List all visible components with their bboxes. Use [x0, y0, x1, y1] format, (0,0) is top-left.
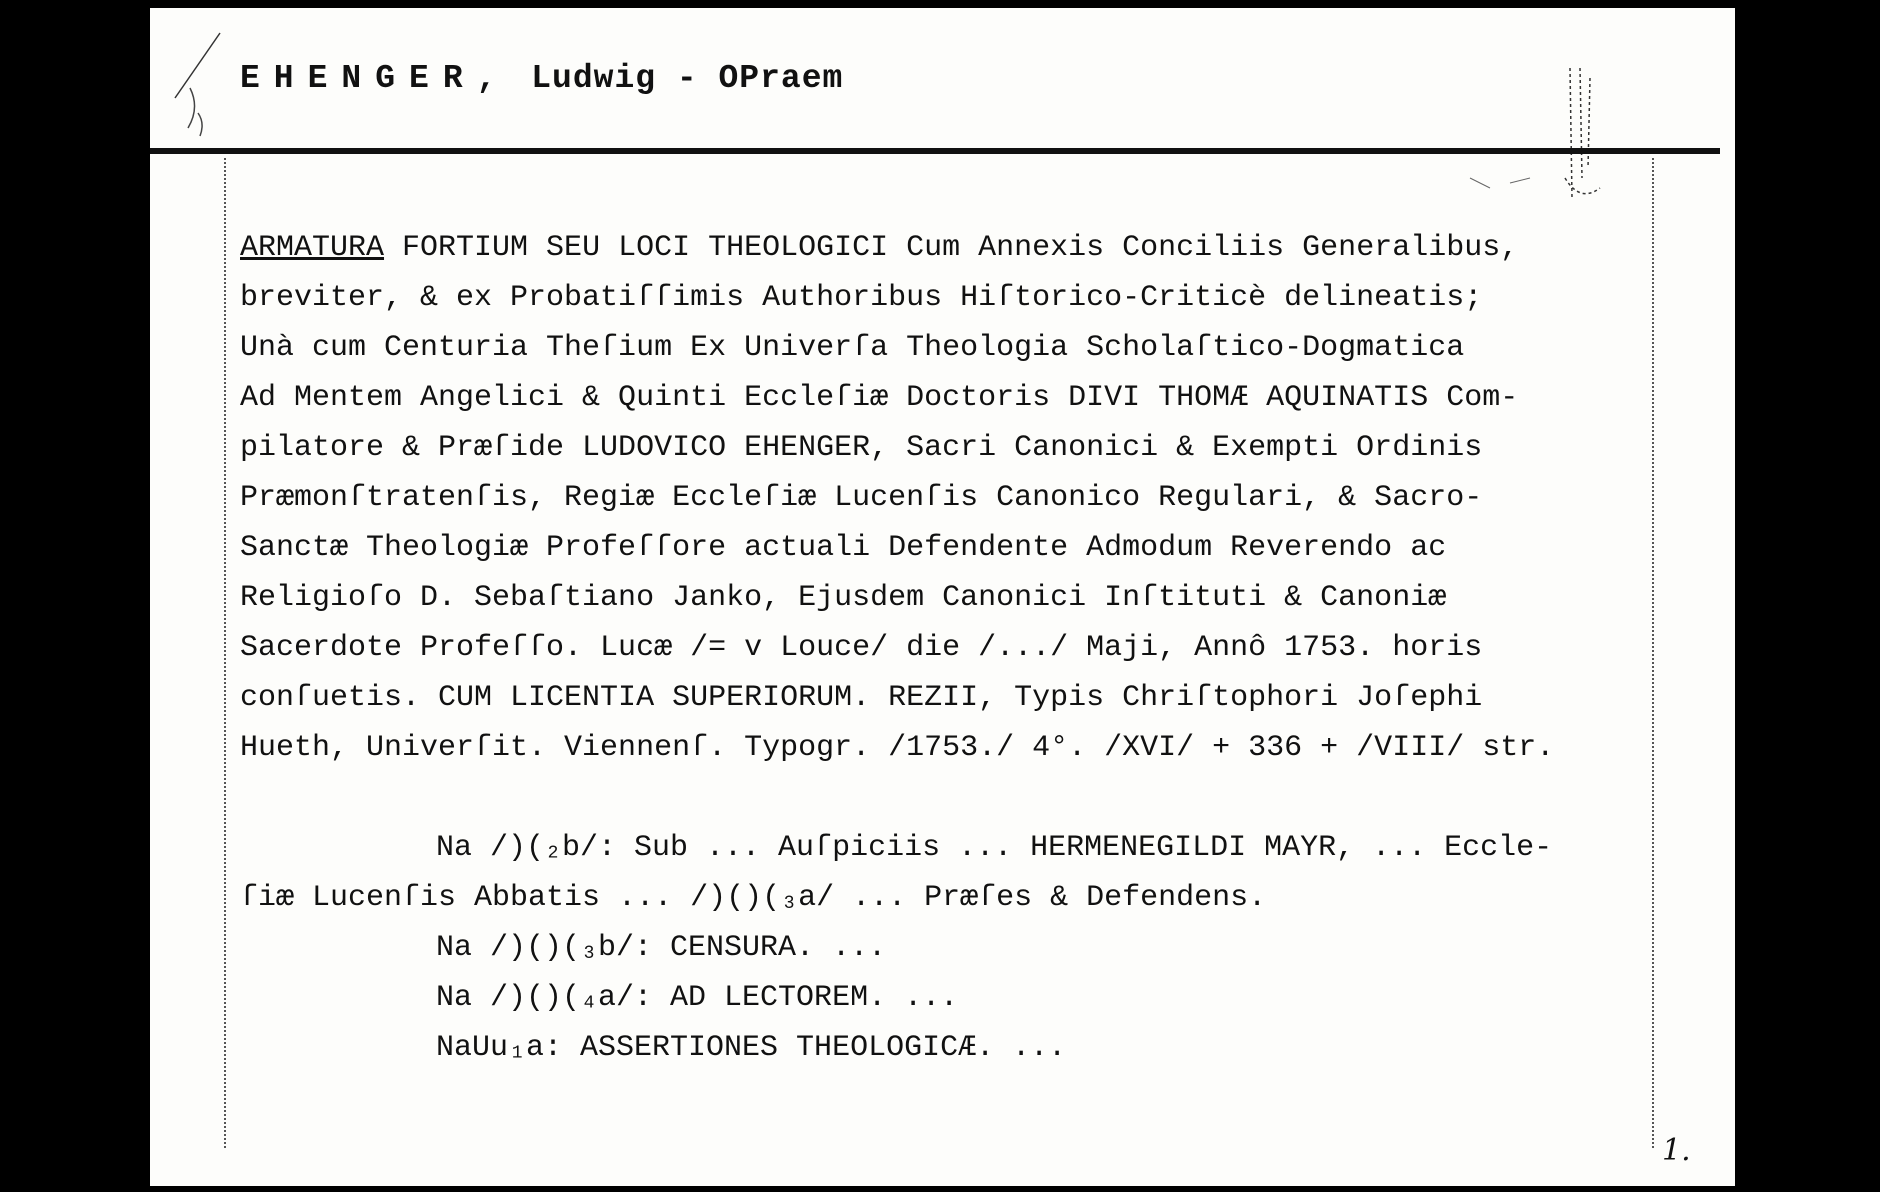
card-header	[240, 60, 843, 97]
catalog-card	[150, 8, 1735, 1186]
entry-line: Religioſo D. Sebaſtiano Janko, Ejusdem Canonici Inſtituti & Canoniæ	[240, 581, 1447, 615]
contents-notes	[240, 823, 1680, 1073]
entry-first-word: ARMATURA	[240, 231, 385, 265]
entry-line: Hueth, Univerſit. Viennenſ. Typogr. /1753./ 4°. /XVI/ + 336 + /VIII/ str.	[240, 731, 1555, 765]
note-line: NaUu₁a: ASSERTIONES THEOLOGICÆ. ...	[436, 1031, 1067, 1065]
card-number: 1.	[1662, 1133, 1691, 1168]
scribble-mark-icon	[1450, 28, 1690, 218]
entry-line: Sanctæ Theologiæ Profeſſore actuali Defendente Admodum Reverendo ac	[240, 531, 1447, 565]
entry-line: breviter, & ex Probatiſſimis Authoribus Hiſtorico-Criticè delineatis;	[240, 281, 1483, 315]
pencil-mark-icon	[170, 28, 230, 138]
entry-line	[240, 223, 1680, 273]
entry-line: conſuetis. CUM LICENTIA SUPERIORUM. REZII, Typis Chriſtophori Joſephi	[240, 681, 1483, 715]
note-line: Na /)(₂b/: Sub ... Auſpiciis ... HERMENEGILDI MAYR, ... Eccle-	[436, 831, 1553, 865]
note-line: ſiæ Lucenſis Abbatis ... /)()(₃a/ ... Præſes & Defendens.	[240, 881, 1267, 915]
left-margin-line	[224, 158, 226, 1148]
note-line: Na /)()(₄a/: AD LECTOREM. ...	[436, 981, 959, 1015]
entry-line: Sacerdote Profeſſo. Lucæ /= v Louce/ die /.../ Maji, Annô 1753. horis	[240, 631, 1483, 665]
author-forename-order: Ludwig - OPraem	[531, 60, 844, 97]
entry-line: Ad Mentem Angelici & Quinti Eccleſiæ Doctoris DIVI THOMÆ AQUINATIS Com-	[240, 381, 1519, 415]
entry-line: Unà cum Centuria Theſium Ex Univerſa Theologia Scholaſtico-Dogmatica	[240, 331, 1465, 365]
note-line: Na /)()(₃b/: CENSURA. ...	[436, 931, 887, 965]
entry-line-rest: FORTIUM SEU LOCI THEOLOGICI Cum Annexis Conciliis Generalibus,	[384, 231, 1519, 265]
author-surname: EHENGER,	[240, 60, 511, 97]
header-rule	[150, 148, 1720, 154]
bibliographic-entry	[240, 223, 1680, 773]
entry-line: pilatore & Præſide LUDOVICO EHENGER, Sacri Canonici & Exempti Ordinis	[240, 431, 1483, 465]
entry-line: Præmonſtratenſis, Regiæ Eccleſiæ Lucenſis Canonico Regulari, & Sacro-	[240, 481, 1483, 515]
